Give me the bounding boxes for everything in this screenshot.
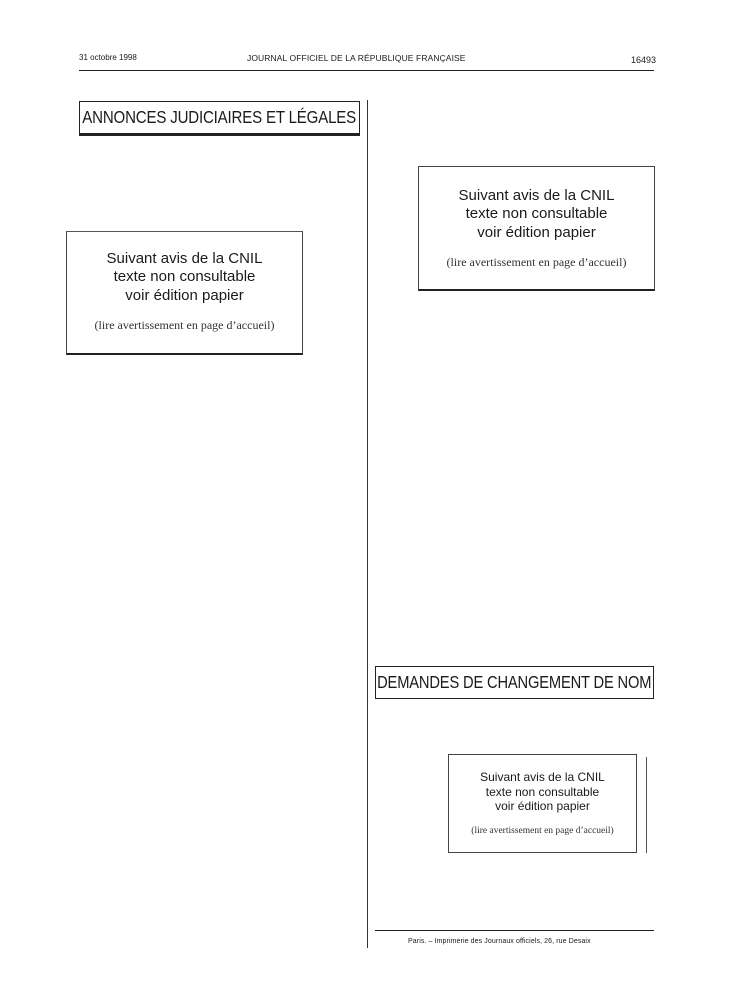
notice-warning-note: (lire avertissement en page d’accueil): [471, 825, 614, 836]
notice-line: Suivant avis de la CNIL: [480, 770, 605, 784]
notice-warning-note: (lire avertissement en page d’accueil): [94, 317, 275, 332]
cnil-notice-box: [66, 231, 303, 355]
printer-imprint: Paris. – Imprimerie des Journaux officiels, 26, rue Desaix: [408, 938, 591, 945]
notice-line: Suivant avis de la CNIL: [106, 250, 263, 267]
section-header-annonces: [79, 101, 360, 134]
section-title-demandes: DEMANDES DE CHANGEMENT DE NOM: [377, 672, 652, 692]
notice-line: voir édition papier: [495, 799, 590, 814]
notice-line: voir édition papier: [125, 286, 244, 304]
notice-line: texte non consultable: [465, 205, 608, 223]
page-number: 16493: [631, 55, 657, 65]
notice-line: Suivant avis de la CNIL: [458, 187, 615, 204]
margin-rule: [646, 757, 647, 853]
cnil-notice-box: [448, 754, 637, 853]
header-date: 31 octobre 1998: [79, 53, 137, 62]
footer-rule: [375, 930, 654, 931]
section-underline: [79, 134, 360, 136]
section-title-annonces: ANNONCES JUDICIAIRES ET LÉGALES: [82, 107, 357, 127]
section-header-demandes: [375, 666, 654, 699]
journal-title: JOURNAL OFFICIEL DE LA RÉPUBLIQUE FRANÇAISE: [247, 53, 466, 63]
notice-line: texte non consultable: [485, 784, 600, 799]
notice-line: texte non consultable: [113, 268, 256, 286]
cnil-notice-box: [418, 166, 655, 291]
column-divider: [367, 100, 368, 948]
header-rule: [79, 70, 654, 71]
notice-line: voir édition papier: [477, 223, 596, 241]
notice-warning-note: (lire avertissement en page d’accueil): [446, 254, 627, 269]
